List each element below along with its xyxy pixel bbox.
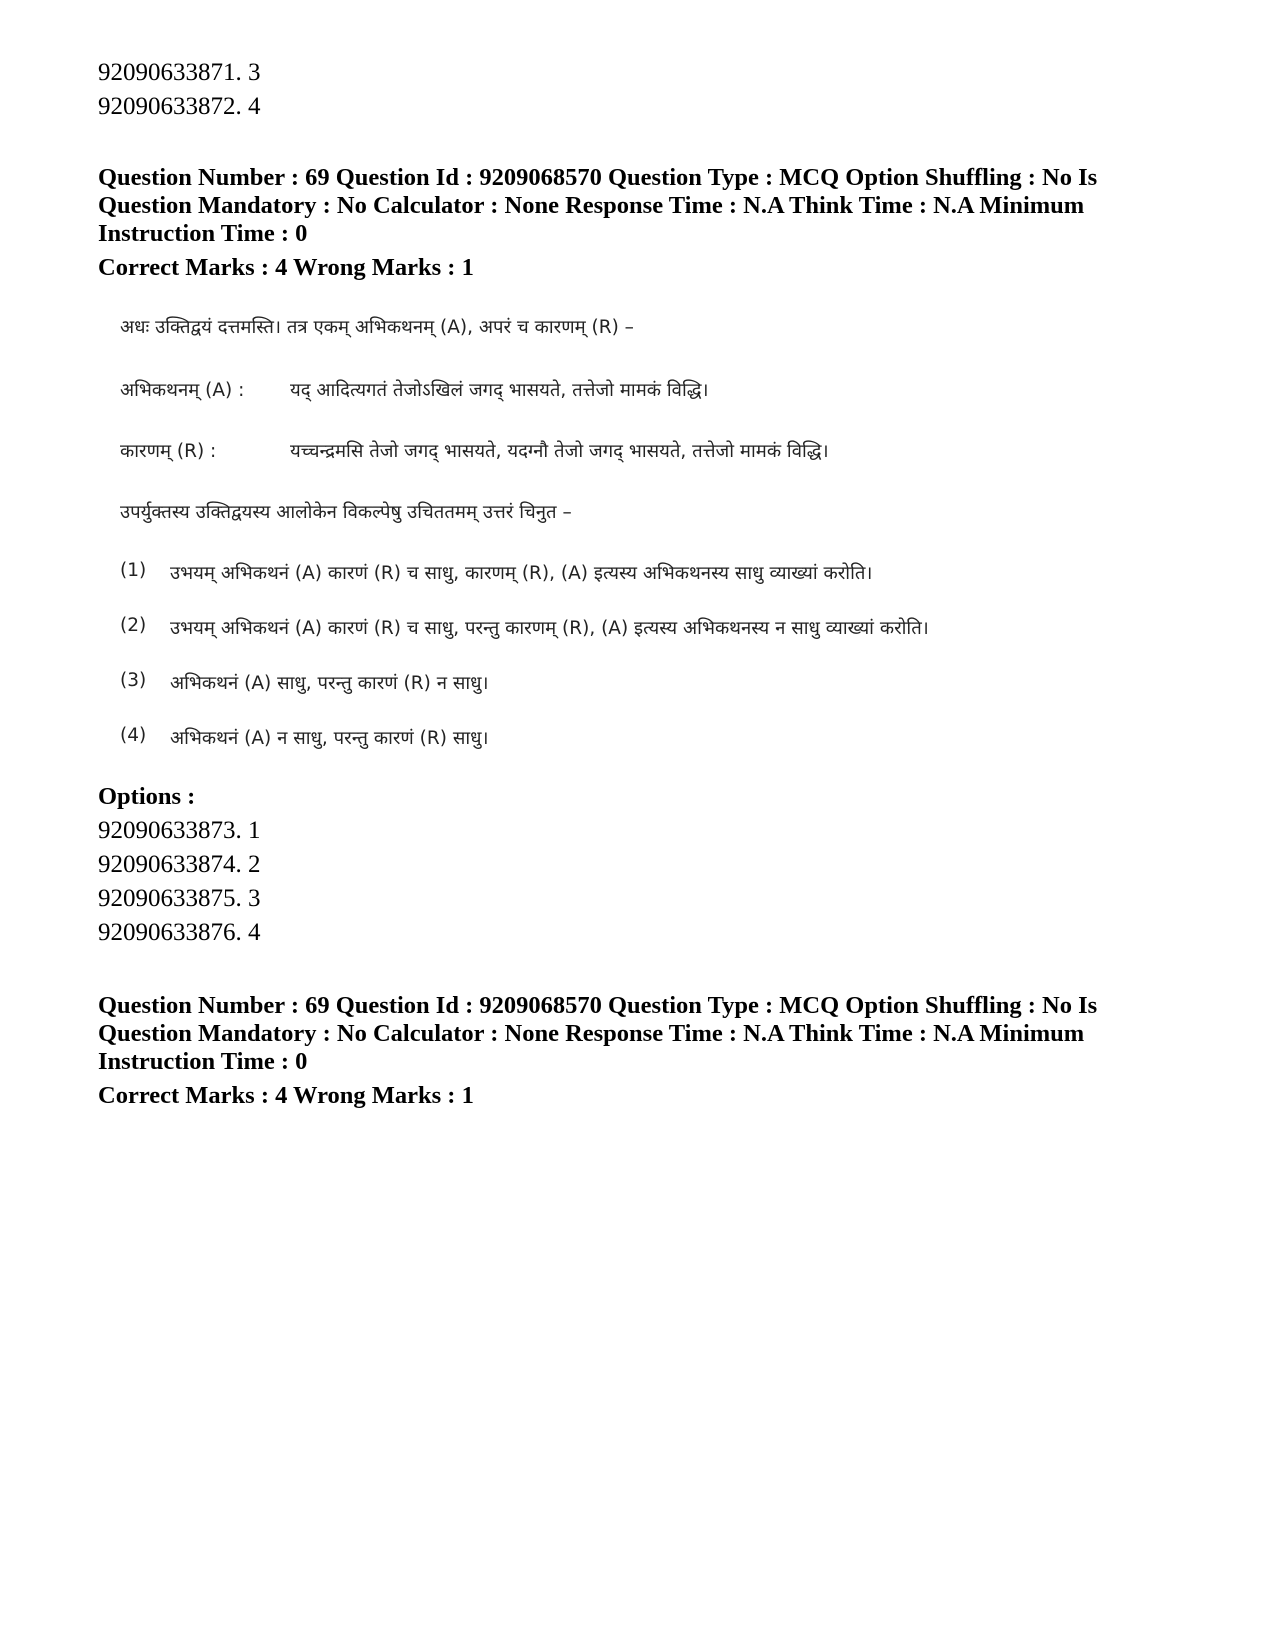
- assertion-label: अभिकथनम् (A) :: [120, 380, 245, 401]
- options-heading: Options :: [98, 783, 196, 810]
- question-meta: Question Number : 69 Question Id : 9209068570 Question Type : MCQ Option Shuffling : No Is Question Mandatory : No Calculator : None Response Time : N.A Think Time : N.A Minimum Instruction Time : 0: [98, 992, 1098, 1075]
- question-marks: Correct Marks : 4 Wrong Marks : 1: [98, 254, 474, 281]
- assertion-row: [120, 377, 1020, 402]
- question-block: [98, 164, 1178, 950]
- choice-text: अभिकथनं (A) न साधु, परन्तु कारणं (R) साधु।: [170, 728, 489, 749]
- choice-number: (1): [120, 560, 147, 581]
- reason-text: यच्चन्द्रमसि तेजो जगद् भासयते, यदग्नौ तेजो जगद् भासयते, तत्तेजो मामकं विद्धि।: [290, 441, 829, 462]
- question-prompt: उपर्युक्तस्य उक्तिद्वयस्य आलोकेन विकल्पेषु उचिततमम् उत्तरं चिनुत –: [120, 502, 572, 523]
- reason-row: [120, 438, 1020, 463]
- question-intro: अधः उक्तिद्वयं दत्तमस्ति। तत्र एकम् अभिकथनम् (A), अपरं च कारणम् (R) –: [120, 317, 634, 338]
- choice-text: उभयम् अभिकथनं (A) कारणं (R) च साधु, कारणम् (R), (A) इत्यस्य अभिकथनस्य साधु व्याख्यां करोति।: [170, 563, 873, 584]
- choice-number: (3): [120, 670, 147, 691]
- choice-text: उभयम् अभिकथनं (A) कारणं (R) च साधु, परन्तु कारणम् (R), (A) इत्यस्य अभिकथनस्य न साधु व्याख्यां करोति।: [170, 618, 929, 639]
- choice-item: [120, 670, 1020, 695]
- option-line: 92090633876. 4: [98, 919, 261, 946]
- choice-list: [120, 560, 1020, 750]
- options-list: [98, 814, 1178, 950]
- assertion-text: यद् आदित्यगतं तेजोऽखिलं जगद् भासयते, तत्तेजो मामकं विद्धि।: [290, 380, 709, 401]
- question-marks: Correct Marks : 4 Wrong Marks : 1: [98, 1082, 474, 1109]
- choice-item: [120, 560, 1020, 585]
- option-line: 92090633873. 1: [98, 817, 261, 844]
- reason-label: कारणम् (R) :: [120, 441, 217, 462]
- document-page: [98, 56, 1178, 1110]
- choice-item: [120, 725, 1020, 750]
- choice-number: (4): [120, 725, 147, 746]
- option-line: 92090633871. 3: [98, 59, 261, 86]
- choice-number: (2): [120, 615, 147, 636]
- option-line: 92090633874. 2: [98, 851, 261, 878]
- option-line: 92090633875. 3: [98, 885, 261, 912]
- question-body: [120, 314, 1020, 750]
- question-meta: Question Number : 69 Question Id : 9209068570 Question Type : MCQ Option Shuffling : No Is Question Mandatory : No Calculator : None Response Time : N.A Think Time : N.A Minimum Instruction Time : 0: [98, 164, 1098, 247]
- choice-item: [120, 615, 1020, 640]
- option-line: 92090633872. 4: [98, 93, 261, 120]
- choice-text: अभिकथनं (A) साधु, परन्तु कारणं (R) न साधु।: [170, 673, 489, 694]
- previous-options-list: [98, 56, 1178, 124]
- next-question-block: [98, 992, 1178, 1110]
